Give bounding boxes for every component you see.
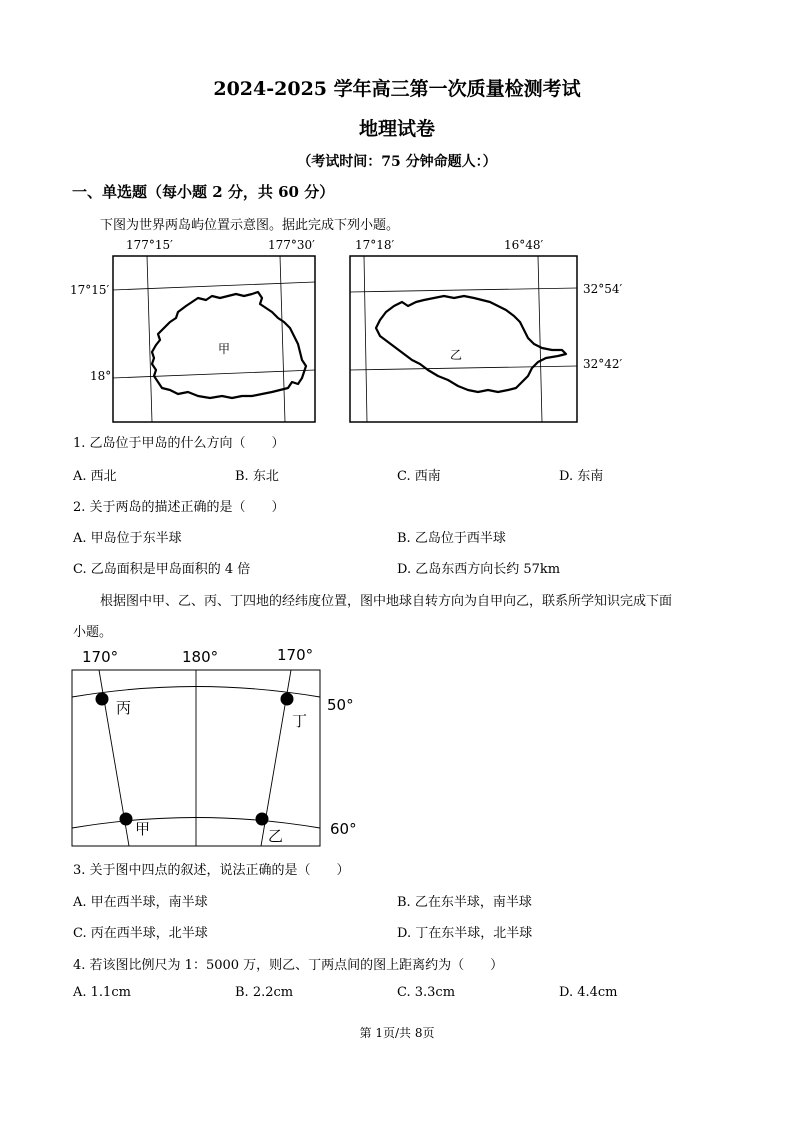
q3-option-b[interactable]: B. 乙在东半球，南半球 [397,895,532,910]
q1-option-a[interactable]: A. 西北 [73,469,117,484]
q1-option-c[interactable]: C. 西南 [397,469,441,484]
left-lon-label-1: 177°15′ [126,238,173,252]
q3-option-a[interactable]: A. 甲在西半球，南半球 [73,895,208,910]
q3-option-c[interactable]: C. 丙在西半球，北半球 [73,926,208,941]
right-lon-label-2: 16°48′ [504,238,544,252]
left-lat-label-2: 18° [90,369,112,383]
intro-text-2-line2: 小题。 [73,625,113,640]
lon-label-170w: 170° [82,648,119,666]
right-lat-label-2: 32°42′ [583,357,623,371]
point-jia-dot [120,813,133,826]
point-yi-label: 乙 [268,827,284,845]
island-jia-label: 甲 [218,342,231,356]
point-ding-label: 丁 [292,712,308,730]
intro-text-2-line1: 根据图中甲、乙、丙、丁四地的经纬度位置，图中地球自转方向为自甲向乙，联系所学知识完成下面 [100,594,673,609]
q3-option-d[interactable]: D. 丁在东半球，北半球 [397,926,533,941]
q4-option-c[interactable]: C. 3.3cm [397,985,456,1000]
lon-label-180: 180° [182,648,219,666]
subject-title: 地理试卷 [358,118,435,140]
intro-text-1: 下图为世界两岛屿位置示意图。据此完成下列小题。 [100,218,400,233]
lat-label-50: 50° [327,696,354,714]
q2-option-a[interactable]: A. 甲岛位于东半球 [73,531,182,546]
q2-option-c[interactable]: C. 乙岛面积是甲岛面积的 4 倍 [73,562,251,577]
page-footer: 第 1页/共 8页 [359,1026,435,1040]
q4-stem: 4. 若该图比例尺为 1：5000 万，则乙、丁两点间的图上距离约为（ ） [73,958,504,973]
q1-option-b[interactable]: B. 东北 [235,469,279,484]
point-ding-dot [281,693,294,706]
q2-option-b[interactable]: B. 乙岛位于西半球 [397,531,506,546]
lon-label-170e: 170° [277,646,314,664]
q4-option-b[interactable]: B. 2.2cm [235,985,294,1000]
point-bing-dot [96,693,109,706]
section-heading: 一、单选题（每小题 2 分，共 60 分） [72,183,335,201]
right-lon-label-1: 17°18′ [355,238,395,252]
left-lat-label-1: 17°15′ [70,283,110,297]
q4-option-d[interactable]: D. 4.4cm [559,985,618,1000]
q1-option-d[interactable]: D. 东南 [559,469,604,484]
point-yi-dot [256,813,269,826]
q1-stem: 1. 乙岛位于甲岛的什么方向（ ） [73,436,285,451]
exam-title: 2024-2025 学年高三第一次质量检测考试 [213,78,581,100]
left-lon-label-2: 177°30′ [268,238,315,252]
q4-option-a[interactable]: A. 1.1cm [73,985,131,1000]
lat-label-60: 60° [330,820,357,838]
point-jia-label: 甲 [135,820,151,838]
q2-option-d[interactable]: D. 乙岛东西方向长约 57km [397,562,561,577]
island-yi-label: 乙 [450,348,463,362]
point-bing-label: 丙 [116,699,132,717]
right-lat-label-1: 32°54′ [583,282,623,296]
exam-info: （考试时间：75 分钟命题人：） [297,154,497,170]
q2-stem: 2. 关于两岛的描述正确的是（ ） [73,500,285,515]
q3-stem: 3. 关于图中四点的叙述，说法正确的是（ ） [73,863,350,878]
